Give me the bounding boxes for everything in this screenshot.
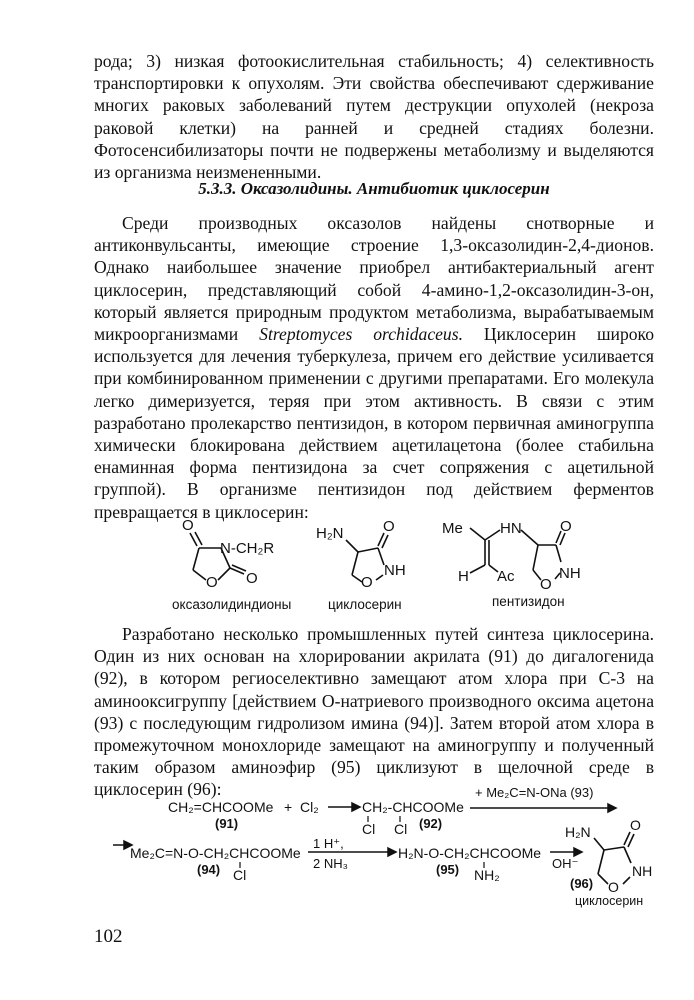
chlorine-formula: Cl₂ [300,799,319,815]
nh-96: NH [632,863,653,879]
arrow-to-94 [470,804,616,812]
reagent-93: + Me₂C=N-ONa (93) [475,785,594,800]
paragraph-1: рода; 3) низкая фотоокислительная стабильность; 4) селективность транспортировки к опухолям. Эти свойства обеспечивают сдерживание многих раковых заболеваний путем деструкции опухолей (некроза раковой клетки) на ранней и средней стадиях болезни. Фотосенсибилизаторы почти не подвержены метаболизму и выделяются из организма неизмененными. [94,51,654,183]
nh2-95: NH₂ [474,867,500,883]
cs-nh: NH [384,562,406,579]
page-number: 102 [94,926,123,947]
plus-sign: + [284,799,293,815]
oxd-caption: оксазолидиндионы [172,597,292,612]
acrylate-formula: CH₂=CHCOOMe [168,799,274,815]
cl-92-a: Cl [362,821,376,837]
oxd-n-group: N-CH₂R [220,540,275,557]
o-top-96: O [630,817,641,833]
pz-h: H [458,568,469,585]
cs-h2n: H₂N [316,525,344,542]
pz-caption: пентизидон [492,594,565,609]
o-ring-96: O [608,879,619,895]
oxd-o-ring: O [206,574,218,591]
oxd-o-right: O [246,570,258,587]
cl-92-b: Cl [394,821,408,837]
product-caption: циклосерин [575,894,644,908]
cl-94: Cl [233,867,247,883]
cs-o-top: O [383,518,395,535]
pz-nh: NH [559,565,581,582]
section-heading: 5.3.3. Оксазолидины. Антибиотик циклосерин [198,179,550,198]
cs-o-ring: O [361,574,373,591]
paragraph-3: Разработано несколько промышленных путей синтеза циклосерина. Один из них основан на хлорировании акрилата (91) до дигалогенида (92), в котором региоселективно замещают атом хлора при С-3 на аминооксигруппу [действием О-натриевого производного оксима ацетона (93) с последующим гидролизом имина (94)]. Затем второй атом хлора в промежуточном монохлориде замещают на аминогруппу и полученный таким образом аминоэфир (95) циклизуют в щелочной среде в циклосерин (96): [94,624,654,800]
pz-o-ring: O [540,576,552,593]
pz-hn: HN [500,520,522,537]
label-92: (92) [419,816,443,831]
label-94: (94) [197,862,221,877]
arrow-cyclization [550,848,582,856]
h2n-96: H₂N [565,824,591,840]
label-91: (91) [215,816,239,831]
paragraph-2-part-2: Циклосерин широко используется для лечения туберкулеза, причем его действие усиливается при комбинированном применении с другими препаратами. Его молекула легко димеризуется, теряя при этом активность. В связи с этим разработано пролекарство пентизидон, в котором первичная аминогруппа химически блокирована действием ацетилацетона (более стабильна енаминная форма пентизидона за счет сопряжения с ацетильной группой). В организме пентизидон под действием ферментов превращается в циклосерин: [94,324,654,522]
product-96-structure [594,832,634,884]
oxd-o-top: O [182,517,194,534]
arrow-chlorination [328,803,360,811]
label-96: (96) [570,876,594,891]
pz-ac: Ac [497,568,515,585]
base-label: OH⁻ [552,856,579,871]
dichloride-formula: CH₂-CHCOOMe [362,799,464,815]
cs-caption: циклосерин [328,597,402,612]
species-name: Streptomyces orchidaceus. [259,324,463,345]
pz-o-top: O [560,518,572,535]
label-95: (95) [436,862,460,877]
paragraph-2-part-1: Среди производных оксазолов найдены снотворные и антиконвульсанты, имеющие строение 1,3-оксазолидин-2,4-дионов. Однако наибольшее значение приобрел антибактериальный агент циклосерин, представляющий собой 4-амино-1,2-оксазолидин-3-он, который является природным продуктом метаболизма, вырабатываемым микроорганизмами [94,213,654,345]
aminoester-formula: H₂N-O-CH₂CHCOOMe [398,845,542,861]
step-1: 1 H⁺, [313,836,344,851]
step-2: 2 NH₃ [313,856,348,871]
pz-me: Me [442,520,463,537]
oxime-ether-formula: Me₂C=N-O-CH₂CHCOOMe [130,845,301,861]
